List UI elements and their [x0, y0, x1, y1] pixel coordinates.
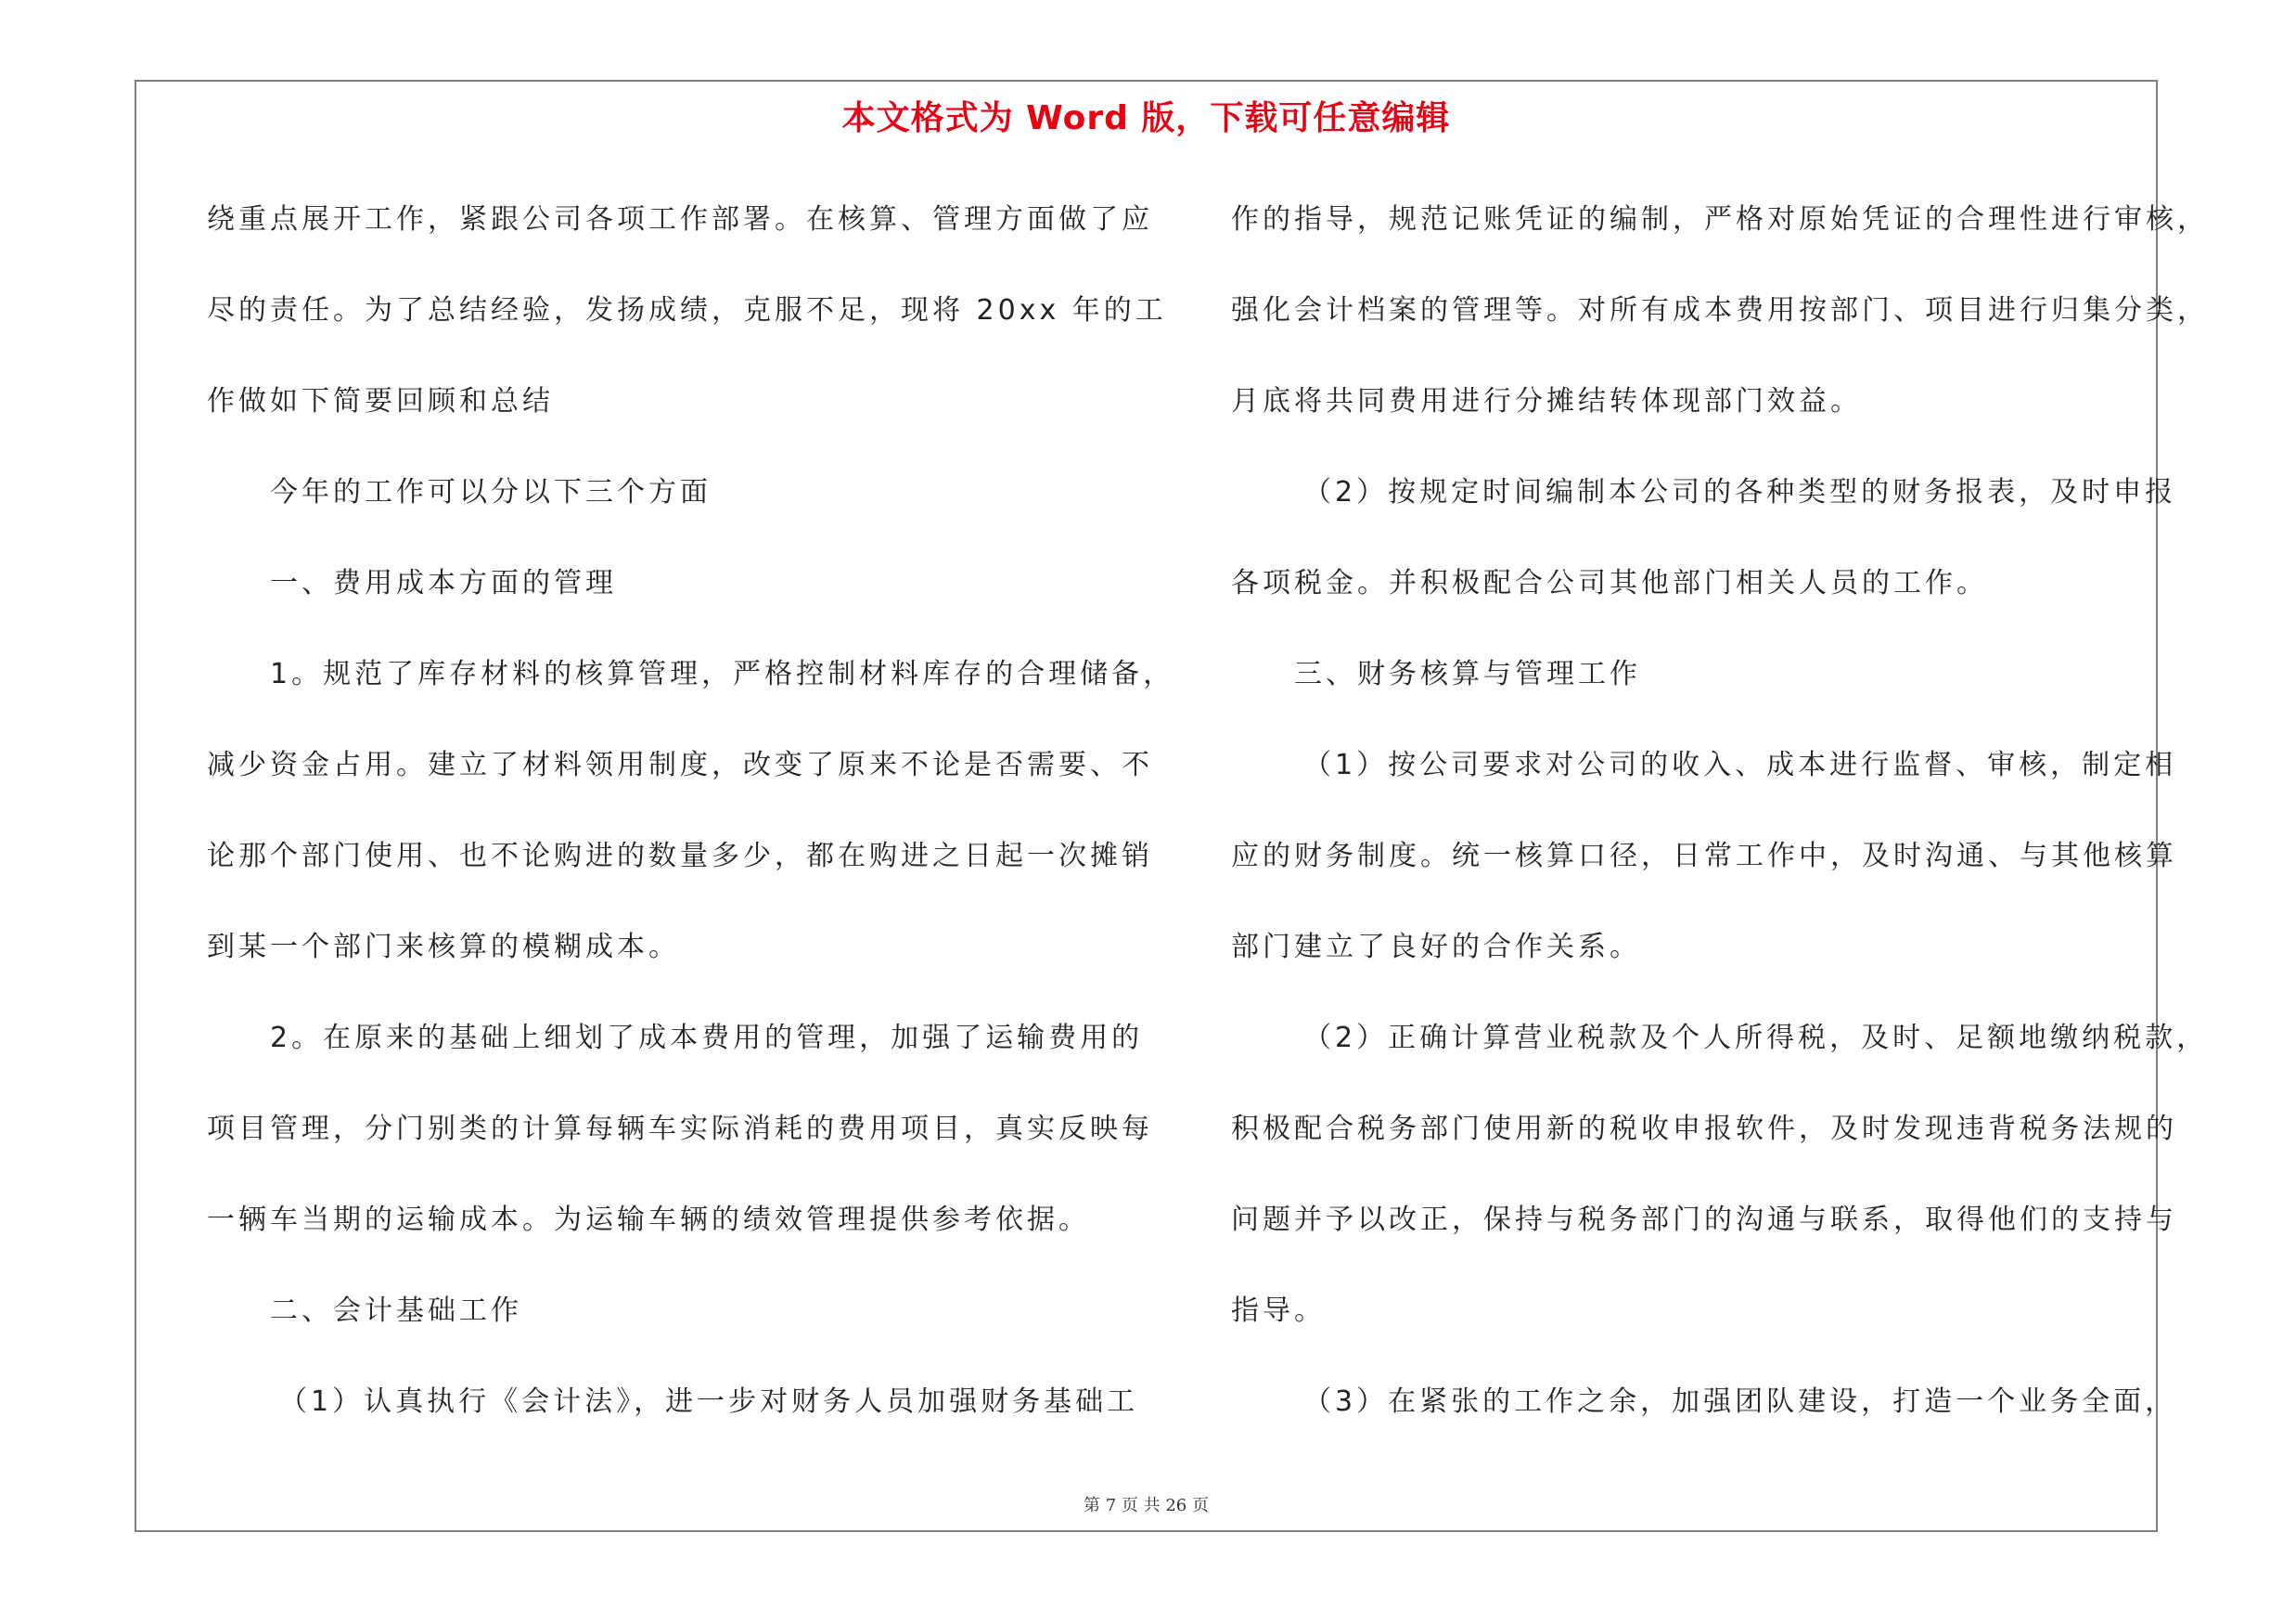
paragraph-line: 1。规范了库存材料的核算管理，严格控制材料库存的合理储备，: [270, 658, 1175, 690]
paragraph-line: 应的财务制度。统一核算口径，日常工作中，及时沟通、与其他核算: [1231, 840, 2177, 872]
paragraph-line: 论那个部门使用、也不论购进的数量多少，都在购进之日起一次摊销: [207, 840, 1153, 872]
paragraph-line: 减少资金占用。建立了材料领用制度，改变了原来不论是否需要、不: [207, 749, 1153, 781]
section-heading: 三、财务核算与管理工作: [1294, 658, 1641, 690]
paragraph-line: 项目管理，分门别类的计算每辆车实际消耗的费用项目，真实反映每: [207, 1113, 1153, 1145]
paragraph-line: 问题并予以改正，保持与税务部门的沟通与联系，取得他们的支持与: [1231, 1204, 2177, 1236]
paragraph-line: 月底将共同费用进行分摊结转体现部门效益。: [1231, 385, 1862, 418]
paragraph-line: 作的指导，规范记账凭证的编制，严格对原始凭证的合理性进行审核，: [1231, 203, 2209, 236]
paragraph-line: （3）在紧张的工作之余，加强团队建设，打造一个业务全面，: [1303, 1385, 2177, 1418]
page-number-footer: 第 7 页 共 26 页: [1084, 1496, 1209, 1515]
paragraph-line: 今年的工作可以分以下三个方面: [270, 476, 712, 509]
paragraph-line: 指导。: [1231, 1295, 1326, 1327]
paragraph-line: 各项税金。并积极配合公司其他部门相关人员的工作。: [1231, 567, 1988, 599]
paragraph-line: 作做如下简要回顾和总结: [207, 385, 554, 418]
paragraph-line: （2）正确计算营业税款及个人所得税，及时、足额地缴纳税款，: [1303, 1022, 2209, 1054]
paragraph-line: 一辆车当期的运输成本。为运输车辆的绩效管理提供参考依据。: [207, 1204, 1090, 1236]
section-heading: 二、会计基础工作: [270, 1295, 522, 1327]
paragraph-line: 绕重点展开工作，紧跟公司各项工作部署。在核算、管理方面做了应: [207, 203, 1153, 236]
left-column: [207, 174, 1175, 1448]
paragraph-line: 2。在原来的基础上细划了成本费用的管理，加强了运输费用的: [270, 1022, 1144, 1054]
paragraph-line: 到某一个部门来核算的模糊成本。: [207, 931, 680, 963]
paragraph-line: 尽的责任。为了总结经验，发扬成绩，克服不足，现将 20xx 年的工: [207, 294, 1167, 327]
paragraph-line: 部门建立了良好的合作关系。: [1231, 931, 1641, 963]
paragraph-line: （1）认真执行《会计法》，进一步对财务人员加强财务基础工: [279, 1385, 1139, 1418]
paragraph-line: 积极配合税务部门使用新的税收申报软件，及时发现违背税务法规的: [1231, 1113, 2177, 1145]
paragraph-line: 强化会计档案的管理等。对所有成本费用按部门、项目进行归集分类，: [1231, 294, 2209, 327]
word-format-banner: 本文格式为 Word 版，下载可任意编辑: [841, 99, 1451, 137]
section-heading: 一、费用成本方面的管理: [270, 567, 617, 599]
right-column: [1231, 174, 2209, 1448]
paragraph-line: （1）按公司要求对公司的收入、成本进行监督、审核，制定相: [1303, 749, 2177, 781]
paragraph-line: （2）按规定时间编制本公司的各种类型的财务报表，及时申报: [1303, 476, 2177, 509]
page-frame: [135, 80, 2209, 1532]
